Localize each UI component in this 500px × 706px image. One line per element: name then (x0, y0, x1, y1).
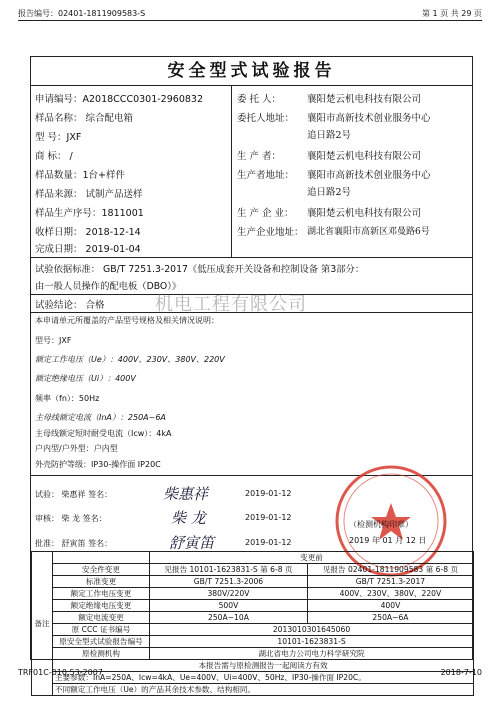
tester-label: 试验： 柴惠祥 签名： (35, 490, 113, 499)
table-row: 主要参数：InA=250A、Icw=4kA、Ue=400V、Ui=400V、50Hz、IP30-操作面 IP20C。 (32, 672, 474, 684)
factory-address-label: 生产企业地址： (237, 227, 304, 238)
producer-value: 襄阳楚云机电科技有限公司 (307, 151, 422, 162)
scope-header: 本申请单元所覆盖的产品型号规格及相关情况说明： (35, 316, 219, 325)
completion-date: 完成日期： 2019-01-04 (35, 244, 141, 255)
spec-rated-voltage: 额定工作电压（Ue）：400V、230V、380V、220V (35, 355, 225, 364)
sample-quantity: 样品数量：1台+样件 (35, 170, 126, 181)
watermark-text: 机电工程有限公司 (155, 294, 307, 315)
table-row: 不同额定工作电压（Ue）的产品其余技术参数、结构相同。 (32, 684, 474, 696)
table-row: 标准变更 GB/T 7251.3-2006 GB/T 7251.3-2017 (32, 576, 474, 588)
footer-date: 2018-7-10 (440, 668, 482, 677)
reviewer-signature: 柴 龙 (171, 509, 206, 527)
test-conclusion: 试验结论： 合格 (35, 300, 105, 311)
remarks-label: 备注 (32, 552, 53, 696)
client-label: 委 托 人： (237, 94, 282, 105)
table-row: 原安全型式试验报告编号 10101-1623831-S (32, 636, 474, 648)
table-row: 额定绝缘电压变更 500V 400V (32, 600, 474, 612)
brand: 商 标： / (35, 151, 73, 162)
spec-busbar-current: 主母线额定电流（InA）：250A~6A (35, 413, 166, 422)
client-address-label: 委托人地址： (237, 113, 295, 124)
seal-date: 2019 年 01 月 12 日 (349, 536, 427, 545)
spec-model: 型号：JXF (35, 336, 72, 345)
spec-short-time: 主母线额定短时耐受电流（Icw）：4kA (35, 429, 172, 438)
approver-date: 2019-01-12 (245, 538, 292, 547)
client-address-2: 追日路2号 (307, 130, 352, 141)
receipt-date: 收样日期： 2018-12-14 (35, 227, 141, 238)
producer-address-2: 追日路2号 (307, 187, 352, 198)
test-standard-line2: 由一般人员操作的配电板（DBO）》 (35, 281, 182, 292)
approver-signature: 舒寅笛 (169, 534, 215, 552)
factory-address-value: 湖北省襄阳市高新区邓曼路6号 (307, 227, 430, 237)
seal-caption: （检测机构印章） (349, 520, 413, 529)
client-address-1: 襄阳市高新技术创业服务中心 (307, 113, 431, 124)
producer-address-1: 襄阳市高新技术创业服务中心 (307, 170, 431, 181)
table-row: 原检测机构 湖北省电力公司电力科学研究院 (32, 648, 474, 660)
page-number: 第 1 页 共 29 页 (422, 9, 482, 18)
table-row: 原 CCC 证书编号 2013010301645060 (32, 624, 474, 636)
table-row: 本报告需与原检测报告一起阅读方有效 (32, 660, 474, 672)
sample-name: 样品名称： 综合配电箱 (35, 113, 134, 124)
table-row: 额定电流变更 250A~10A 250A~6A (32, 612, 474, 624)
production-serial: 样品生产序号：1811001 (35, 208, 144, 219)
factory-label: 生 产 企 业： (237, 208, 294, 219)
reviewer-date: 2019-01-12 (245, 513, 292, 522)
page-header (18, 8, 482, 21)
spec-indoor: 户内型/户外型：户内型 (35, 444, 118, 453)
divider (31, 257, 472, 258)
report-title: 安全型式试验报告 (31, 57, 472, 86)
sample-source: 样品来源： 试制产品送样 (35, 189, 143, 200)
producer-address-label: 生产者地址： (237, 170, 295, 181)
tester-date: 2019-01-12 (245, 489, 292, 498)
producer-label: 生 产 者： (237, 151, 282, 162)
client-value: 襄阳楚云机电科技有限公司 (307, 94, 422, 105)
reviewer-label: 审核： 柴 龙 签名： (35, 514, 107, 523)
table-row: 安全件变更 见报告 10101-1623831-S 第 6-8 页 见报告 02401-1811909583 第 6-8 页 (32, 564, 474, 576)
report-number: 报告编号：02401-1811909583-S (18, 9, 146, 18)
test-standard-line1: 试验依据标准： GB/T 7251.3-2017《低压成套开关设备和控制设备 第3部分： (35, 264, 365, 275)
spec-ip: 外壳防护等级：IP30-操作面 IP20C (35, 460, 161, 469)
spec-insulation: 额定绝缘电压（Ui）：400V (35, 374, 136, 383)
model: 型 号：JXF (35, 132, 82, 143)
footer-form-code: TRF01C-010.53-2007 (18, 668, 103, 677)
application-no: 申请编号：A2018CCC0301-2960832 (35, 94, 203, 105)
approver-label: 批准： 舒寅笛 签名： (35, 539, 113, 548)
tester-signature: 柴惠祥 (163, 485, 209, 503)
info-divider (231, 85, 232, 257)
spec-frequency: 频率（fn）：50Hz (35, 394, 100, 403)
table-row: 额定工作电压变更 380V/220V 400V、230V、380V、220V (32, 588, 474, 600)
factory-value: 襄阳楚云机电科技有限公司 (307, 208, 422, 219)
changes-header: 变更前 (150, 552, 474, 564)
